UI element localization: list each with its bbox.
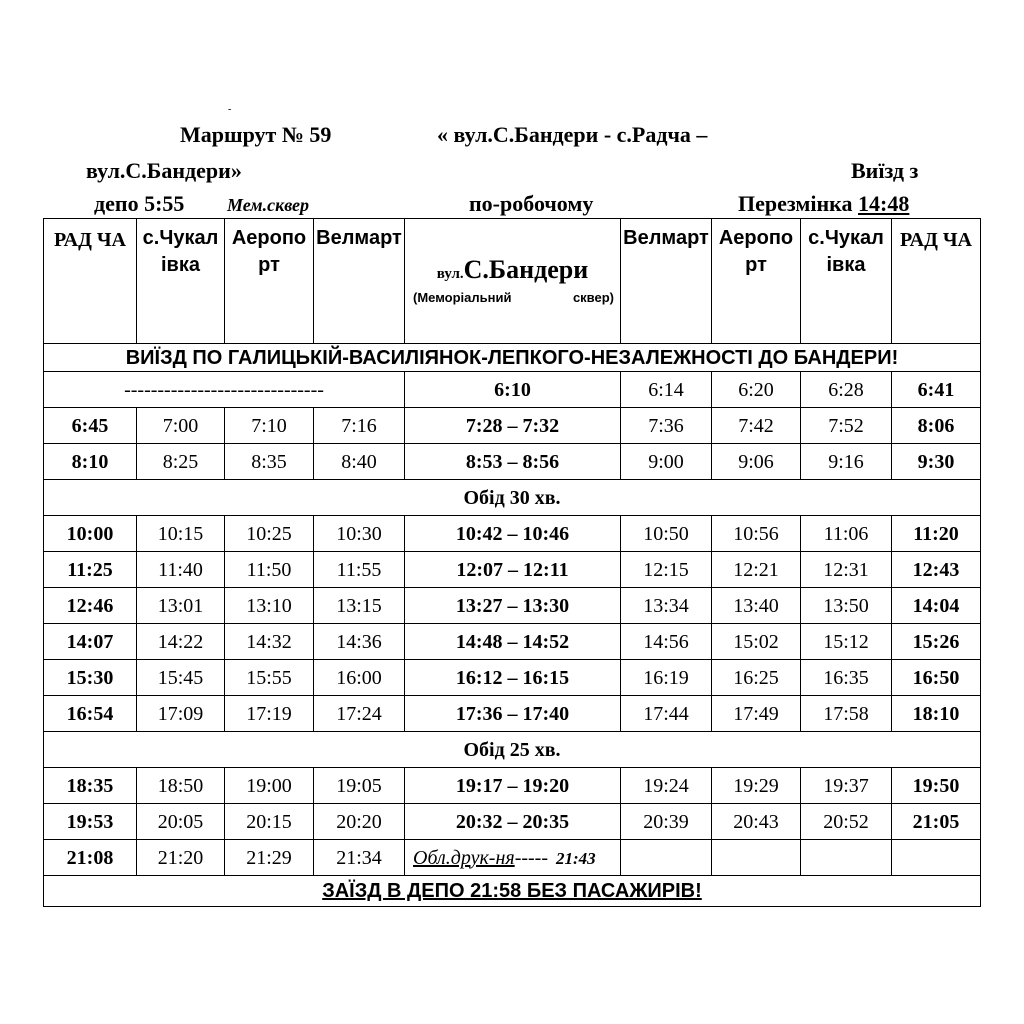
time-cell: 10:15	[137, 516, 225, 552]
time-cell: 16:12 – 16:15	[405, 660, 621, 696]
time-cell: 6:14	[621, 372, 712, 408]
time-cell: 12:46	[44, 588, 137, 624]
time-cell: 21:08	[44, 840, 137, 876]
time-cell: 19:24	[621, 768, 712, 804]
time-cell: 14:07	[44, 624, 137, 660]
col-header-chukalivka-return: с.Чукал івка	[801, 219, 892, 344]
time-cell: 16:35	[801, 660, 892, 696]
depot-return-text: ЗАЇЗД В ДЕПО 21:58 БЕЗ ПАСАЖИРІВ!	[322, 880, 702, 902]
notice-row-top	[44, 344, 981, 372]
time-cell: 15:12	[801, 624, 892, 660]
time-cell: 20:39	[621, 804, 712, 840]
final-stop-note	[405, 840, 621, 876]
time-cell: 11:25	[44, 552, 137, 588]
route-name-line1: « вул.С.Бандери - с.Радча –	[437, 122, 708, 147]
memorial-label: (Меморіальний	[413, 290, 512, 305]
time-cell: 8:40	[314, 444, 405, 480]
time-cell: 18:50	[137, 768, 225, 804]
time-cell: 17:58	[801, 696, 892, 732]
time-cell: 19:29	[712, 768, 801, 804]
table-row	[44, 588, 981, 624]
time-cell: 9:06	[712, 444, 801, 480]
time-cell: 10:50	[621, 516, 712, 552]
empty-cell	[621, 840, 712, 876]
time-cell: 7:00	[137, 408, 225, 444]
memorial-square-label: Мем.сквер	[227, 195, 310, 215]
time-cell: 10:25	[225, 516, 314, 552]
time-cell: 15:30	[44, 660, 137, 696]
table-row	[44, 624, 981, 660]
table-row	[44, 660, 981, 696]
time-cell: 18:10	[892, 696, 981, 732]
table-row	[44, 696, 981, 732]
empty-cell	[892, 840, 981, 876]
time-cell: 10:00	[44, 516, 137, 552]
time-cell: 15:55	[225, 660, 314, 696]
time-cell: 8:10	[44, 444, 137, 480]
empty-cell	[712, 840, 801, 876]
time-cell: 17:24	[314, 696, 405, 732]
time-cell: 16:25	[712, 660, 801, 696]
time-cell: 14:04	[892, 588, 981, 624]
time-cell: 6:41	[892, 372, 981, 408]
time-cell: 10:42 – 10:46	[405, 516, 621, 552]
table-row	[44, 552, 981, 588]
note-time: 21:43	[556, 848, 596, 868]
time-cell: 13:27 – 13:30	[405, 588, 621, 624]
day-type: по-робочому	[469, 191, 594, 216]
time-cell: 12:31	[801, 552, 892, 588]
time-cell: 20:05	[137, 804, 225, 840]
shift-time: 14:48	[858, 191, 910, 216]
time-cell: 19:05	[314, 768, 405, 804]
time-cell: 7:28 – 7:32	[405, 408, 621, 444]
time-cell: 6:10	[405, 372, 621, 408]
exit-label: Виїзд з	[851, 158, 919, 183]
note-dashes: -----	[514, 846, 549, 869]
time-cell: 19:00	[225, 768, 314, 804]
print-house-label: Обл.друк-ня	[413, 846, 515, 869]
header-row	[44, 219, 981, 344]
time-cell: 8:06	[892, 408, 981, 444]
time-cell: 6:45	[44, 408, 137, 444]
time-cell: 6:20	[712, 372, 801, 408]
time-cell: 16:19	[621, 660, 712, 696]
time-cell: 8:53 – 8:56	[405, 444, 621, 480]
lunch-break: Обід 25 хв.	[44, 732, 981, 768]
time-cell: 6:28	[801, 372, 892, 408]
time-cell: 19:17 – 19:20	[405, 768, 621, 804]
time-cell: 16:00	[314, 660, 405, 696]
time-cell: 21:20	[137, 840, 225, 876]
schedule-table	[43, 218, 981, 907]
lunch-row	[44, 732, 981, 768]
col-header-chukalivka: с.Чукал івка	[137, 219, 225, 344]
time-cell: 14:56	[621, 624, 712, 660]
time-cell: 12:07 – 12:11	[405, 552, 621, 588]
time-cell: 9:16	[801, 444, 892, 480]
time-cell: 9:30	[892, 444, 981, 480]
time-cell: 8:35	[225, 444, 314, 480]
route-number: Маршрут № 59	[180, 122, 332, 147]
time-cell: 17:09	[137, 696, 225, 732]
time-cell: 15:45	[137, 660, 225, 696]
col-header-airport-return: Аеропо рт	[712, 219, 801, 344]
time-cell: 13:10	[225, 588, 314, 624]
time-cell: 20:15	[225, 804, 314, 840]
time-cell: 13:40	[712, 588, 801, 624]
time-cell: 7:10	[225, 408, 314, 444]
time-cell: 21:34	[314, 840, 405, 876]
shift-change	[738, 193, 909, 215]
time-cell: 8:25	[137, 444, 225, 480]
time-cell: 18:35	[44, 768, 137, 804]
depot-return-notice	[44, 876, 981, 907]
time-cell: 21:29	[225, 840, 314, 876]
shift-label: Перезмінка	[738, 191, 853, 216]
time-cell: 11:55	[314, 552, 405, 588]
col-header-velmart: Велмарт	[314, 219, 405, 344]
time-cell: 19:53	[44, 804, 137, 840]
time-cell: 20:20	[314, 804, 405, 840]
table-row	[44, 840, 981, 876]
time-cell: 11:40	[137, 552, 225, 588]
time-cell: 11:20	[892, 516, 981, 552]
empty-cell	[801, 840, 892, 876]
time-cell: 12:15	[621, 552, 712, 588]
time-cell: 9:00	[621, 444, 712, 480]
time-cell: 10:30	[314, 516, 405, 552]
square-label: сквер)	[572, 290, 614, 305]
time-cell: 13:01	[137, 588, 225, 624]
route-notice: ВИЇЗД ПО ГАЛИЦЬКІЙ-ВАСИЛІЯНОК-ЛЕПКОГО-НЕЗАЛЕЖНОСТІ ДО БАНДЕРИ!	[44, 344, 981, 372]
time-cell: 12:21	[712, 552, 801, 588]
time-cell: 20:32 – 20:35	[405, 804, 621, 840]
col-header-radcha-end: РАД ЧА	[892, 219, 981, 344]
time-cell: 7:52	[801, 408, 892, 444]
col-header-airport: Аеропо рт	[225, 219, 314, 344]
time-cell: 14:32	[225, 624, 314, 660]
time-cell: 20:52	[801, 804, 892, 840]
time-cell: 11:50	[225, 552, 314, 588]
time-cell: 13:15	[314, 588, 405, 624]
time-cell: 14:36	[314, 624, 405, 660]
no-service-dashes: ------------------------------	[44, 372, 405, 408]
col-header-radcha-start: РАД ЧА	[44, 219, 137, 344]
notice-row-bottom	[44, 876, 981, 907]
time-cell: 13:50	[801, 588, 892, 624]
route-name-line2: вул.С.Бандери»	[86, 158, 242, 183]
street-prefix: вул.	[436, 266, 464, 282]
time-cell: 17:49	[712, 696, 801, 732]
time-cell: 17:36 – 17:40	[405, 696, 621, 732]
time-cell: 7:42	[712, 408, 801, 444]
table-row	[44, 516, 981, 552]
col-header-velmart-return: Велмарт	[621, 219, 712, 344]
time-cell: 21:05	[892, 804, 981, 840]
time-cell: 16:50	[892, 660, 981, 696]
depot-departure: депо 5:55	[94, 191, 185, 216]
table-row	[44, 804, 981, 840]
table-row	[44, 408, 981, 444]
time-cell: 14:48 – 14:52	[405, 624, 621, 660]
street-name: С.Бандери	[463, 255, 589, 284]
time-cell: 7:36	[621, 408, 712, 444]
time-cell: 19:50	[892, 768, 981, 804]
time-cell: 16:54	[44, 696, 137, 732]
time-cell: 15:02	[712, 624, 801, 660]
time-cell: 20:43	[712, 804, 801, 840]
time-cell: 14:22	[137, 624, 225, 660]
lunch-break: Обід 30 хв.	[44, 480, 981, 516]
stray-mark: -	[228, 104, 232, 115]
lunch-row	[44, 480, 981, 516]
table-row	[44, 768, 981, 804]
col-header-bandery	[405, 219, 621, 344]
time-cell: 7:16	[314, 408, 405, 444]
time-cell: 17:44	[621, 696, 712, 732]
time-cell: 11:06	[801, 516, 892, 552]
time-cell: 13:34	[621, 588, 712, 624]
time-cell: 15:26	[892, 624, 981, 660]
time-cell: 19:37	[801, 768, 892, 804]
time-cell: 17:19	[225, 696, 314, 732]
table-row	[44, 444, 981, 480]
table-row	[44, 372, 981, 408]
time-cell: 12:43	[892, 552, 981, 588]
time-cell: 10:56	[712, 516, 801, 552]
